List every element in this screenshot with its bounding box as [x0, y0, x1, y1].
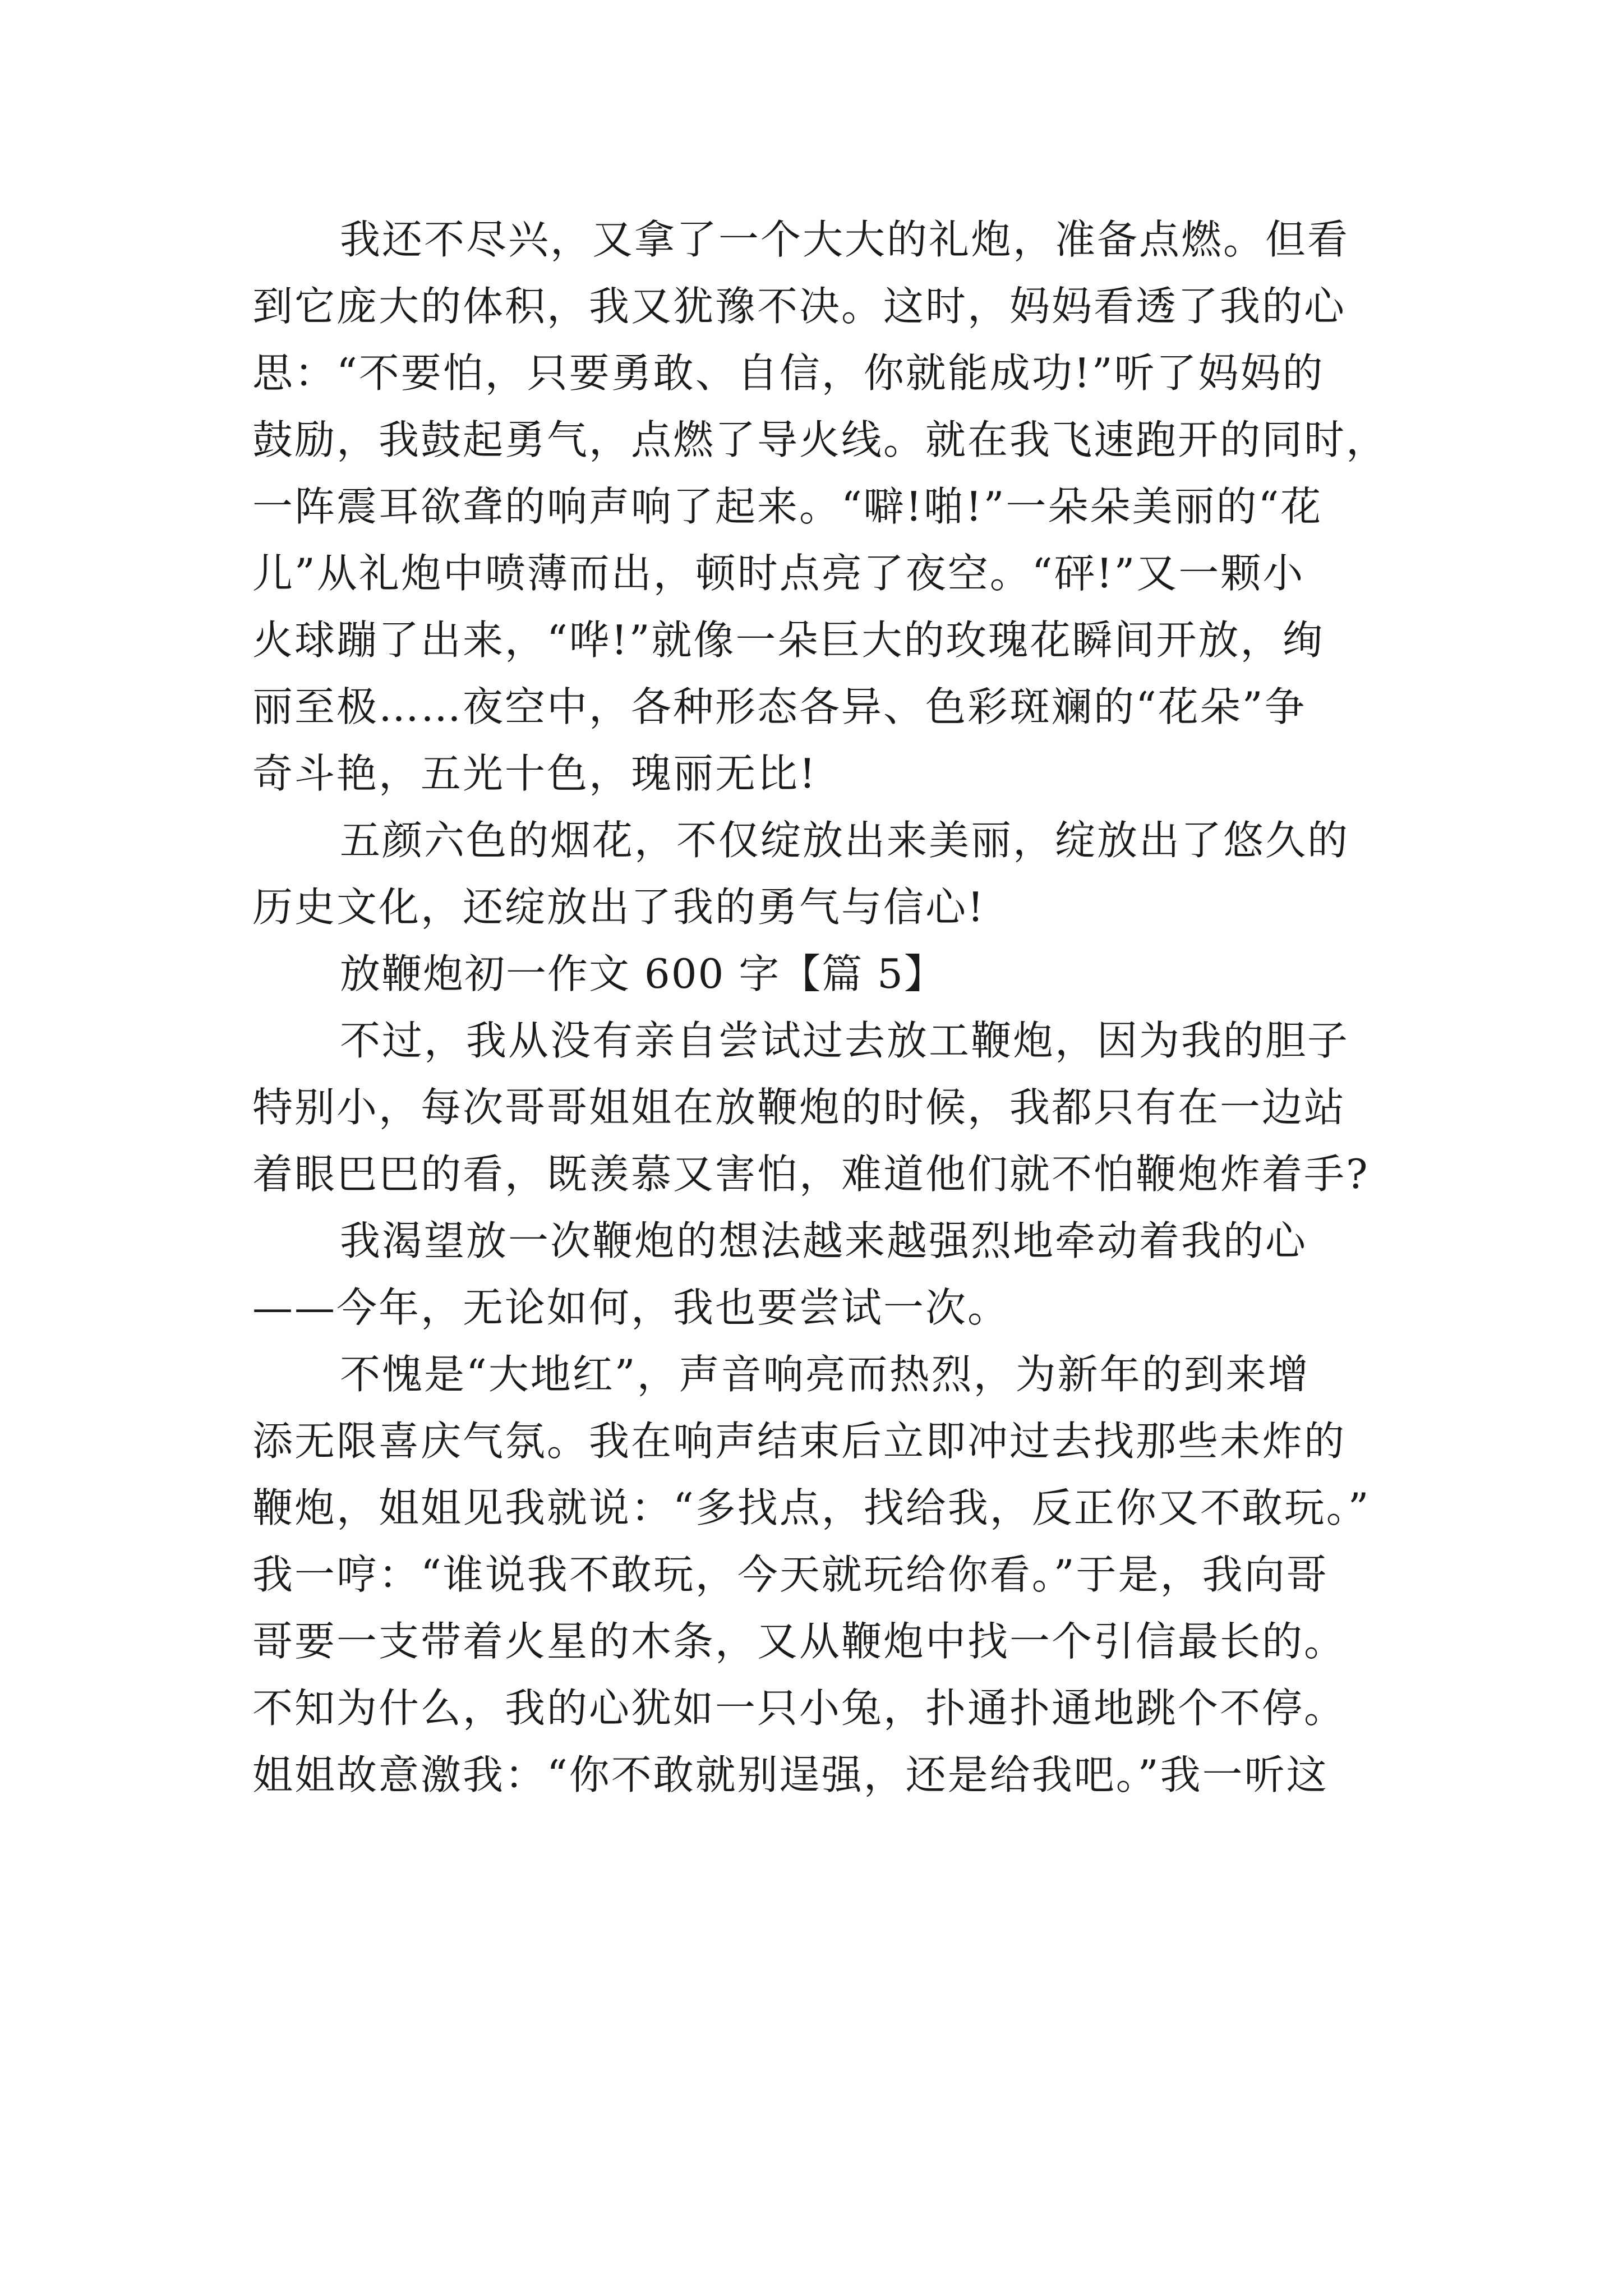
- text-line: 添无限喜庆气氛。我在响声结束后立即冲过去找那些未炸的: [252, 1418, 1347, 1465]
- text-line: 五颜六色的烟花，不仅绽放出来美丽，绽放出了悠久的: [340, 817, 1350, 864]
- paragraph-dadihong: [252, 1341, 1380, 1809]
- document-body: [252, 206, 1389, 1809]
- text-line: 我一哼：“谁说我不敢玩，今天就玩给你看。”于是，我向哥: [252, 1551, 1329, 1598]
- text-line: 鞭炮，姐姐见我就说：“多找点，找给我，反正你又不敢玩。”: [252, 1484, 1371, 1531]
- section-heading: [252, 941, 1380, 1007]
- text-line: 丽至极……夜空中，各种形态各异、色彩斑斓的“花朵”争: [252, 683, 1307, 730]
- text-line: 着眼巴巴的看，既羡慕又害怕，难道他们就不怕鞭炮炸着手?: [252, 1151, 1370, 1198]
- text-line: 鼓励，我鼓起勇气，点燃了导火线。就在我飞速跑开的同时，: [252, 416, 1389, 463]
- text-line: 火球蹦了出来，“哗!”就像一朵巨大的玫瑰花瞬间开放，绚: [252, 616, 1325, 664]
- paragraph-fireworks-courage: [252, 206, 1389, 807]
- text-line: 特别小，每次哥哥姐姐在放鞭炮的时候，我都只有在一边站: [252, 1084, 1347, 1131]
- text-line: 历史文化，还绽放出了我的勇气与信心!: [252, 884, 985, 931]
- paragraph-conclusion: [252, 807, 1380, 941]
- text-line: 不知为什么，我的心犹如一只小兔，扑通扑通地跳个不停。: [252, 1685, 1347, 1732]
- text-line: 哥要一支带着火星的木条，又从鞭炮中找一个引信最长的。: [252, 1618, 1347, 1665]
- heading-text: 放鞭炮初一作文 600 字【篇 5】: [340, 950, 946, 997]
- text-line: 一阵震耳欲聋的响声响了起来。“噼!啪!”一朵朵美丽的“花: [252, 483, 1323, 530]
- text-line: 奇斗艳，五光十色，瑰丽无比!: [252, 750, 817, 797]
- text-line: 思：“不要怕，只要勇敢、自信，你就能成功!”听了妈妈的: [252, 349, 1325, 397]
- text-line: 不愧是“大地红”，声音响亮而热烈，为新年的到来增: [340, 1351, 1310, 1398]
- paragraph-timid: [252, 1007, 1380, 1208]
- text-line: 姐姐故意激我：“你不敢就别逞强，还是给我吧。”我一听这: [252, 1751, 1329, 1798]
- text-line: 到它庞大的体积，我又犹豫不决。这时，妈妈看透了我的心: [252, 283, 1347, 330]
- text-line: 不过，我从没有亲自尝试过去放工鞭炮，因为我的胆子: [340, 1017, 1350, 1064]
- text-line: 儿”从礼炮中喷薄而出，顿时点亮了夜空。“砰!”又一颗小: [252, 550, 1305, 597]
- text-line: ——今年，无论如何，我也要尝试一次。: [252, 1284, 1010, 1331]
- text-line: 我还不尽兴，又拿了一个大大的礼炮，准备点燃。但看: [340, 216, 1350, 263]
- text-line: 我渴望放一次鞭炮的想法越来越强烈地牵动着我的心: [340, 1217, 1308, 1264]
- paragraph-desire: [252, 1208, 1380, 1341]
